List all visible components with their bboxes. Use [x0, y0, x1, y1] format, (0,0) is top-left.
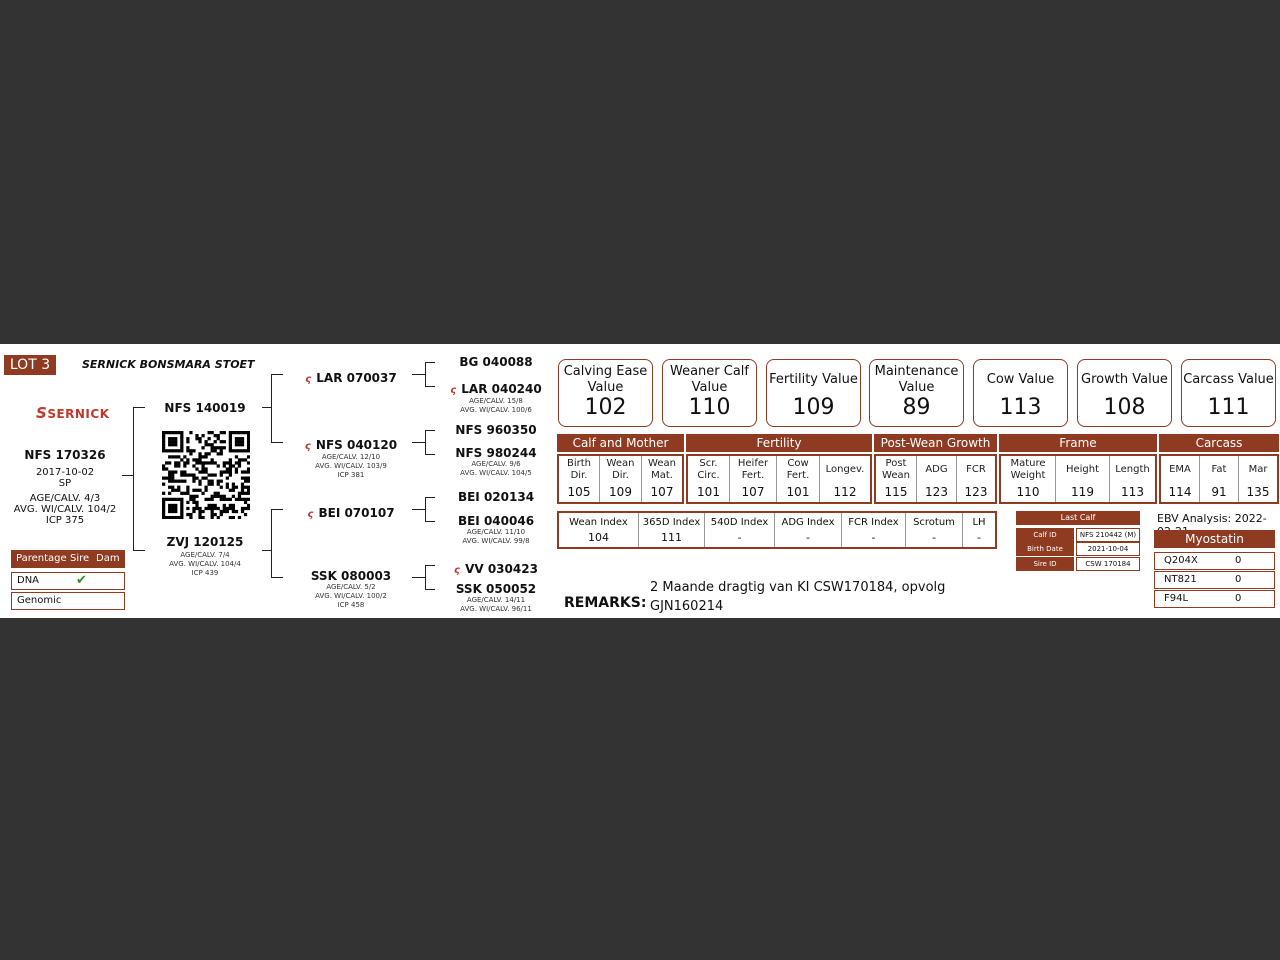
index-label: LH [972, 517, 986, 528]
ebv-cell [1110, 456, 1155, 502]
index-label: 365D Index [642, 517, 701, 528]
ebv-label: Scr. Circ. [697, 458, 720, 481]
gp-ds [295, 502, 407, 521]
ggp-dds-id: VV 030423 [465, 562, 538, 576]
value-box-value: 108 [1103, 395, 1146, 420]
parentage-row-dna [11, 572, 125, 590]
last-calf-value: 2021-10-04 [1076, 542, 1140, 556]
ebv-label: Mar [1248, 464, 1268, 475]
pedigree-line [425, 565, 426, 589]
pedigree-line [271, 577, 283, 578]
myostatin-header: Myostatin [1154, 530, 1275, 548]
gp-ss-id: LAR 070037 [316, 371, 397, 385]
ebv-label: Heifer Fert. [737, 458, 769, 481]
pedigree-line [412, 577, 426, 578]
last-calf-row [1016, 528, 1140, 542]
lot-label: LOT 3 [4, 355, 56, 375]
ebv-value: 112 [833, 485, 857, 499]
index-cell [705, 513, 775, 547]
value-box-value: 111 [1207, 395, 1250, 420]
animal-icp: ICP 375 [45, 515, 85, 526]
ebv-value: 123 [925, 485, 948, 499]
ebv-cell [1161, 456, 1200, 502]
ebv-value: 105 [567, 485, 591, 499]
index-table [557, 511, 997, 549]
ebv-value: 115 [884, 485, 908, 499]
index-cell [842, 513, 906, 547]
ebv-cell [917, 456, 957, 502]
group-post-wean-growth [874, 454, 997, 504]
ebv-label: Longev. [825, 464, 865, 475]
ebv-value: 91 [1211, 485, 1227, 499]
group-header-carcass: Carcass [1159, 434, 1279, 452]
sernick-mark-icon: ς [307, 509, 314, 520]
index-cell [775, 513, 842, 547]
ebv-value: 135 [1246, 485, 1270, 499]
ggp-sdd [440, 446, 552, 478]
ggp-dsd-age-calv: AGE/CALV. 11/10 [466, 528, 526, 536]
ebv-cell [1239, 456, 1277, 502]
myostatin-row [1154, 571, 1275, 589]
group-header-post-wean-growth: Post-Wean Growth [874, 434, 997, 452]
group-fertility [686, 454, 872, 504]
pedigree-line [271, 509, 283, 510]
ggp-sss-id: BG 040088 [459, 355, 533, 369]
myostatin-value: 0 [1235, 574, 1242, 585]
animal-id: NFS 170326 [24, 448, 106, 462]
ebv-cell [559, 456, 600, 502]
gp-dd-avg-wi: AVG. WI/CALV. 100/2 [315, 592, 387, 600]
index-value: - [737, 531, 742, 544]
pedigree-line [133, 407, 134, 550]
last-calf-header: Last Calf [1016, 511, 1140, 525]
ggp-ssd-id: LAR 040240 [461, 382, 542, 396]
ebv-value: 107 [650, 485, 674, 499]
ggp-ssd-avg-wi: AVG. WI/CALV. 100/6 [460, 406, 532, 414]
ebv-label: Birth Dir. [566, 458, 591, 481]
parentage-row-label: DNA [17, 575, 40, 586]
gp-ss [295, 367, 407, 386]
pedigree-line [425, 430, 426, 454]
pedigree-line [412, 374, 426, 375]
parentage-header-dam: Dam [96, 553, 120, 564]
pedigree-line [271, 374, 283, 375]
last-calf-row [1016, 557, 1140, 571]
pedigree-line [271, 509, 272, 577]
gp-dd [295, 569, 407, 610]
ebv-label: Post Wean [882, 458, 910, 481]
ggp-ssd-age-calv: AGE/CALV. 15/8 [469, 397, 523, 405]
pedigree-line [271, 374, 272, 442]
dam-icp: ICP 439 [191, 569, 219, 577]
ebv-value: 107 [741, 485, 765, 499]
ebv-cell [600, 456, 642, 502]
dam-info [150, 535, 260, 578]
sernick-mark-icon: ς [305, 374, 312, 385]
value-box-value: 109 [792, 395, 835, 420]
check-icon: ✔ [76, 573, 87, 588]
ebv-cell [688, 456, 730, 502]
index-label: ADG Index [781, 517, 835, 528]
pedigree-line [425, 589, 435, 590]
ebv-value: 101 [697, 485, 720, 499]
gp-sd-age-calv: AGE/CALV. 12/10 [321, 453, 381, 461]
index-cell [559, 513, 639, 547]
pedigree-line [425, 362, 426, 386]
ebv-label: Wean Mat. [648, 458, 676, 481]
parentage-row-genomic [11, 592, 125, 610]
animal-birth-date: 2017-10-02 [35, 467, 95, 478]
gp-dd-icp: ICP 458 [337, 601, 365, 609]
pedigree-line [425, 454, 435, 455]
ebv-value: 110 [1016, 485, 1040, 499]
ebv-label: Mature Weight [1010, 458, 1046, 481]
ebv-label: EMA [1169, 464, 1191, 475]
ggp-dsd-avg-wi: AVG. WI/CALV. 99/8 [462, 537, 530, 545]
value-box-maintenance [869, 359, 964, 427]
animal-info [10, 448, 120, 526]
animal-avg-wi: AVG. WI/CALV. 104/2 [13, 504, 117, 515]
last-calf-key: Sire ID [1016, 557, 1074, 571]
animal-code: SP [58, 478, 72, 489]
ggp-sds-id: NFS 960350 [455, 423, 537, 437]
value-box-title: Weaner Calf Value [669, 364, 749, 395]
dam-age-calv: AGE/CALV. 7/4 [180, 551, 230, 559]
ebv-value: 114 [1168, 485, 1192, 499]
ebv-cell [820, 456, 870, 502]
gp-ds-id: BEI 070107 [318, 506, 395, 520]
value-box-weaner-calf [662, 359, 757, 427]
pedigree-line [425, 521, 435, 522]
myostatin-value: 0 [1235, 593, 1242, 604]
qr-code-icon[interactable] [162, 431, 250, 519]
last-calf-value: CSW 170184 [1076, 557, 1140, 571]
value-box-carcass [1181, 359, 1276, 427]
myostatin-value: 0 [1235, 555, 1242, 566]
parentage-header-sire: Sire [70, 553, 90, 564]
value-box-value: 89 [902, 395, 931, 420]
ggp-sdd-age-calv: AGE/CALV. 9/6 [471, 460, 521, 468]
ebv-value: 109 [609, 485, 632, 499]
ebv-value: 101 [786, 485, 810, 499]
myostatin-gene: Q204X [1164, 555, 1198, 566]
ggp-ddd-id: SSK 050052 [455, 582, 537, 596]
last-calf-key: Birth Date [1016, 542, 1074, 556]
ggp-dss-id: BEI 020134 [457, 490, 535, 504]
ggp-ssd [440, 378, 552, 415]
index-value: 104 [588, 531, 609, 544]
pedigree-line [425, 362, 435, 363]
ebv-analysis-date: EBV Analysis: 2022- [1157, 512, 1267, 525]
index-label: Wean Index [569, 517, 628, 528]
dam-id: ZVJ 120125 [166, 535, 244, 549]
index-label: Scrotum [913, 517, 955, 528]
ebv-value: 119 [1071, 485, 1094, 499]
remarks-text: 2 Maande dragtig van KI CSW170184, opvolg GJN160214 [650, 580, 946, 614]
index-label: 540D Index [710, 517, 769, 528]
pedigree-line [412, 442, 426, 443]
parentage-header [11, 550, 125, 568]
group-header-calf-mother: Calf and Mother [557, 434, 684, 452]
stud-name: SERNICK BONSMARA STOET [82, 358, 255, 371]
ggp-sdd-id: NFS 980244 [455, 446, 537, 460]
ebv-label: Wean Dir. [606, 458, 635, 481]
group-frame [999, 454, 1157, 504]
sernick-mark-icon: ς [304, 441, 311, 452]
pedigree-line [271, 442, 283, 443]
sernick-mark-icon: ς [450, 385, 457, 396]
ebv-label: Length [1115, 464, 1150, 475]
ebv-label: FCR [966, 464, 986, 475]
gp-sd-avg-wi: AVG. WI/CALV. 103/9 [315, 462, 387, 470]
index-value: - [932, 531, 936, 544]
ebv-cell [957, 456, 995, 502]
value-box-title: Calving Ease Value [563, 364, 648, 395]
last-calf-key: Calf ID [1016, 528, 1074, 542]
value-box-value: 113 [999, 395, 1042, 420]
last-calf-value: NFS 210442 (M) [1076, 528, 1140, 542]
ebv-label: Cow Fert. [786, 458, 810, 481]
pedigree-line [412, 509, 426, 510]
gp-sd [295, 434, 407, 480]
dam-avg-wi: AVG. WI/CALV. 104/4 [169, 560, 241, 568]
index-value: - [806, 531, 810, 544]
value-box-title: Cow Value [986, 372, 1055, 387]
lot-card [0, 344, 1280, 618]
value-box-growth [1077, 359, 1172, 427]
myostatin-row [1154, 552, 1275, 570]
sernick-mark-icon: ς [454, 565, 460, 576]
myostatin-gene: F94L [1164, 593, 1189, 604]
pedigree-line [425, 497, 426, 521]
pedigree-line [425, 430, 435, 431]
ggp-dsd-id: BEI 040046 [457, 514, 535, 528]
gp-dd-age-calv: AGE/CALV. 5/2 [326, 583, 376, 591]
ggp-ddd-age-calv: AGE/CALV. 14/11 [466, 596, 526, 604]
ebv-cell [1056, 456, 1110, 502]
parentage-header-label: Parentage [16, 553, 67, 564]
ebv-cell [1001, 456, 1056, 502]
ebv-value: 123 [964, 485, 988, 499]
ebv-label: Fat [1211, 464, 1227, 475]
index-value: 111 [661, 531, 682, 544]
pedigree-line [133, 550, 145, 551]
group-header-frame: Frame [999, 434, 1157, 452]
ebv-cell [730, 456, 777, 502]
ebv-cell [1200, 456, 1239, 502]
ebv-cell [876, 456, 917, 502]
gp-sd-icp: ICP 381 [337, 471, 365, 479]
index-value: - [871, 531, 876, 544]
ebv-label: ADG [925, 464, 948, 475]
pedigree-line [425, 497, 435, 498]
value-box-title: Growth Value [1081, 372, 1168, 387]
remarks-label: REMARKS: [564, 595, 647, 611]
ebv-cell [777, 456, 820, 502]
index-label: FCR Index [848, 517, 899, 528]
ggp-ddd-avg-wi: AVG. WI/CALV. 96/11 [460, 605, 532, 613]
value-box-cow [973, 359, 1068, 427]
ggp-ddd [440, 582, 552, 614]
ebv-cell [642, 456, 682, 502]
ggp-dsd [440, 514, 552, 546]
value-box-value: 102 [584, 395, 627, 420]
value-box-title: Fertility Value [769, 372, 858, 387]
pedigree-line [425, 565, 435, 566]
ebv-value: 113 [1121, 485, 1144, 499]
logo-text: SERNICK [47, 407, 110, 421]
value-box-calving-ease [558, 359, 653, 427]
parentage-row-label: Genomic [17, 595, 62, 606]
myostatin-row [1154, 590, 1275, 608]
group-calf-mother [557, 454, 684, 504]
value-box-fertility [766, 359, 861, 427]
value-box-value: 110 [688, 395, 731, 420]
ggp-dds [440, 558, 552, 577]
logo-mark-icon: S [36, 404, 48, 422]
gp-sd-id: NFS 040120 [315, 438, 398, 452]
sernick-logo [36, 404, 110, 422]
ebv-label: Height [1065, 464, 1100, 475]
ggp-sdd-avg-wi: AVG. WI/CALV. 104/5 [460, 469, 532, 477]
index-cell [639, 513, 705, 547]
value-box-title: Carcass Value [1183, 372, 1274, 387]
value-box-title: Maintenance Value [874, 364, 959, 395]
index-cell [963, 513, 995, 547]
myostatin-gene: NT821 [1164, 574, 1197, 585]
gp-dd-id: SSK 080003 [310, 569, 392, 583]
index-value: - [977, 531, 981, 544]
index-cell [906, 513, 963, 547]
sire-id: NFS 140019 [164, 401, 246, 415]
last-calf-row [1016, 542, 1140, 556]
pedigree-line [133, 407, 145, 408]
group-header-fertility: Fertility [686, 434, 872, 452]
pedigree-line [425, 386, 435, 387]
group-carcass [1159, 454, 1279, 504]
animal-age-calv: AGE/CALV. 4/3 [29, 493, 101, 504]
